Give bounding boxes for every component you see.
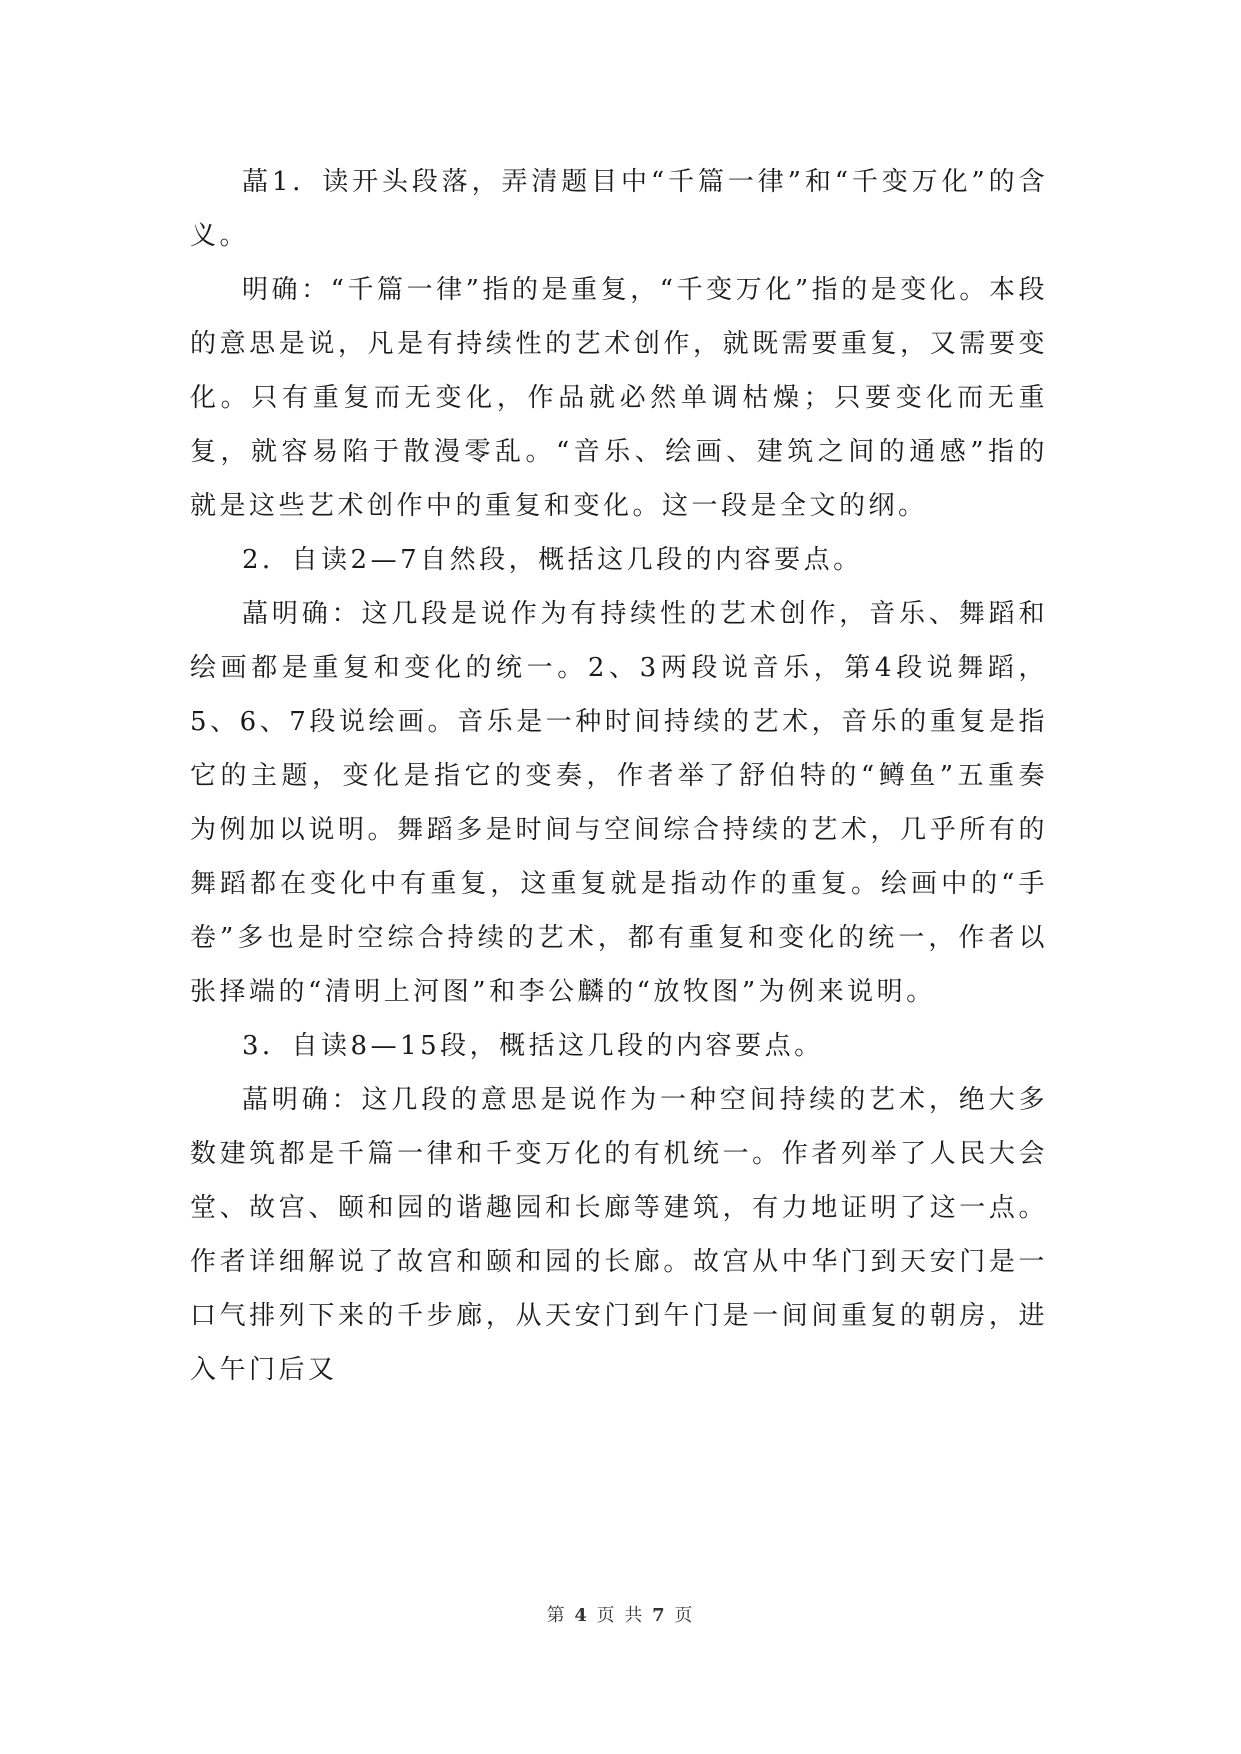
footer-suffix: 页: [674, 1605, 695, 1626]
paragraph-question-1: 蕌1．读开头段落，弄清题目中“千篇一律”和“千变万化”的含义。: [190, 167, 1048, 251]
paragraph-answer-2: 蕌明确：这几段是说作为有持续性的艺术创作，音乐、舞蹈和绘画都是重复和变化的统一。2、3两段说音乐，第4段说舞蹈，5、6、7段说绘画。音乐是一种时间持续的艺术，音乐的重复是指它的主题，变化是指它的变奏，作者举了舒伯特的“鳟鱼”五重奏为例加以说明。舞蹈多是时间与空间综合持续的艺术，几乎所有的舞蹈都在变化中有重复，这重复就是指动作的重复。绘画中的“手卷”多也是时空综合持续的艺术，都有重复和变化的统一，作者以张择端的“清明上河图”和李公麟的“放牧图”为例来说明。: [190, 599, 1048, 1007]
footer-page-number: 4: [574, 1605, 589, 1626]
paragraph-question-2: 2．自读2—7自然段，概括这几段的内容要点。: [242, 545, 863, 575]
footer-total-pages: 7: [652, 1605, 667, 1626]
footer-prefix: 第: [546, 1605, 567, 1626]
page-footer: [0, 1604, 1241, 1628]
paragraph-answer-3: 蕌明确：这几段的意思是说作为一种空间持续的艺术，绝大多数建筑都是千篇一律和千变万化的有机统一。作者列举了人民大会堂、故宫、颐和园的谐趣园和长廊等建筑，有力地证明了这一点。作者详细解说了故宫和颐和园的长廊。故宫从中华门到天安门是一口气排列下来的千步廊，从天安门到午门是一间间重复的朝房，进入午门后又: [190, 1085, 1048, 1385]
paragraph-question-3: 3．自读8—15段，概括这几段的内容要点。: [242, 1031, 824, 1061]
paragraph-answer-1: 明确：“千篇一律”指的是重复，“千变万化”指的是变化。本段的意思是说，凡是有持续性的艺术创作，就既需要重复，又需要变化。只有重复而无变化，作品就必然单调枯燥；只要变化而无重复，就容易陷于散漫零乱。“音乐、绘画、建筑之间的通感”指的就是这些艺术创作中的重复和变化。这一段是全文的纲。: [190, 275, 1048, 521]
document-body: [190, 155, 1048, 1397]
footer-middle: 页 共: [596, 1605, 645, 1626]
